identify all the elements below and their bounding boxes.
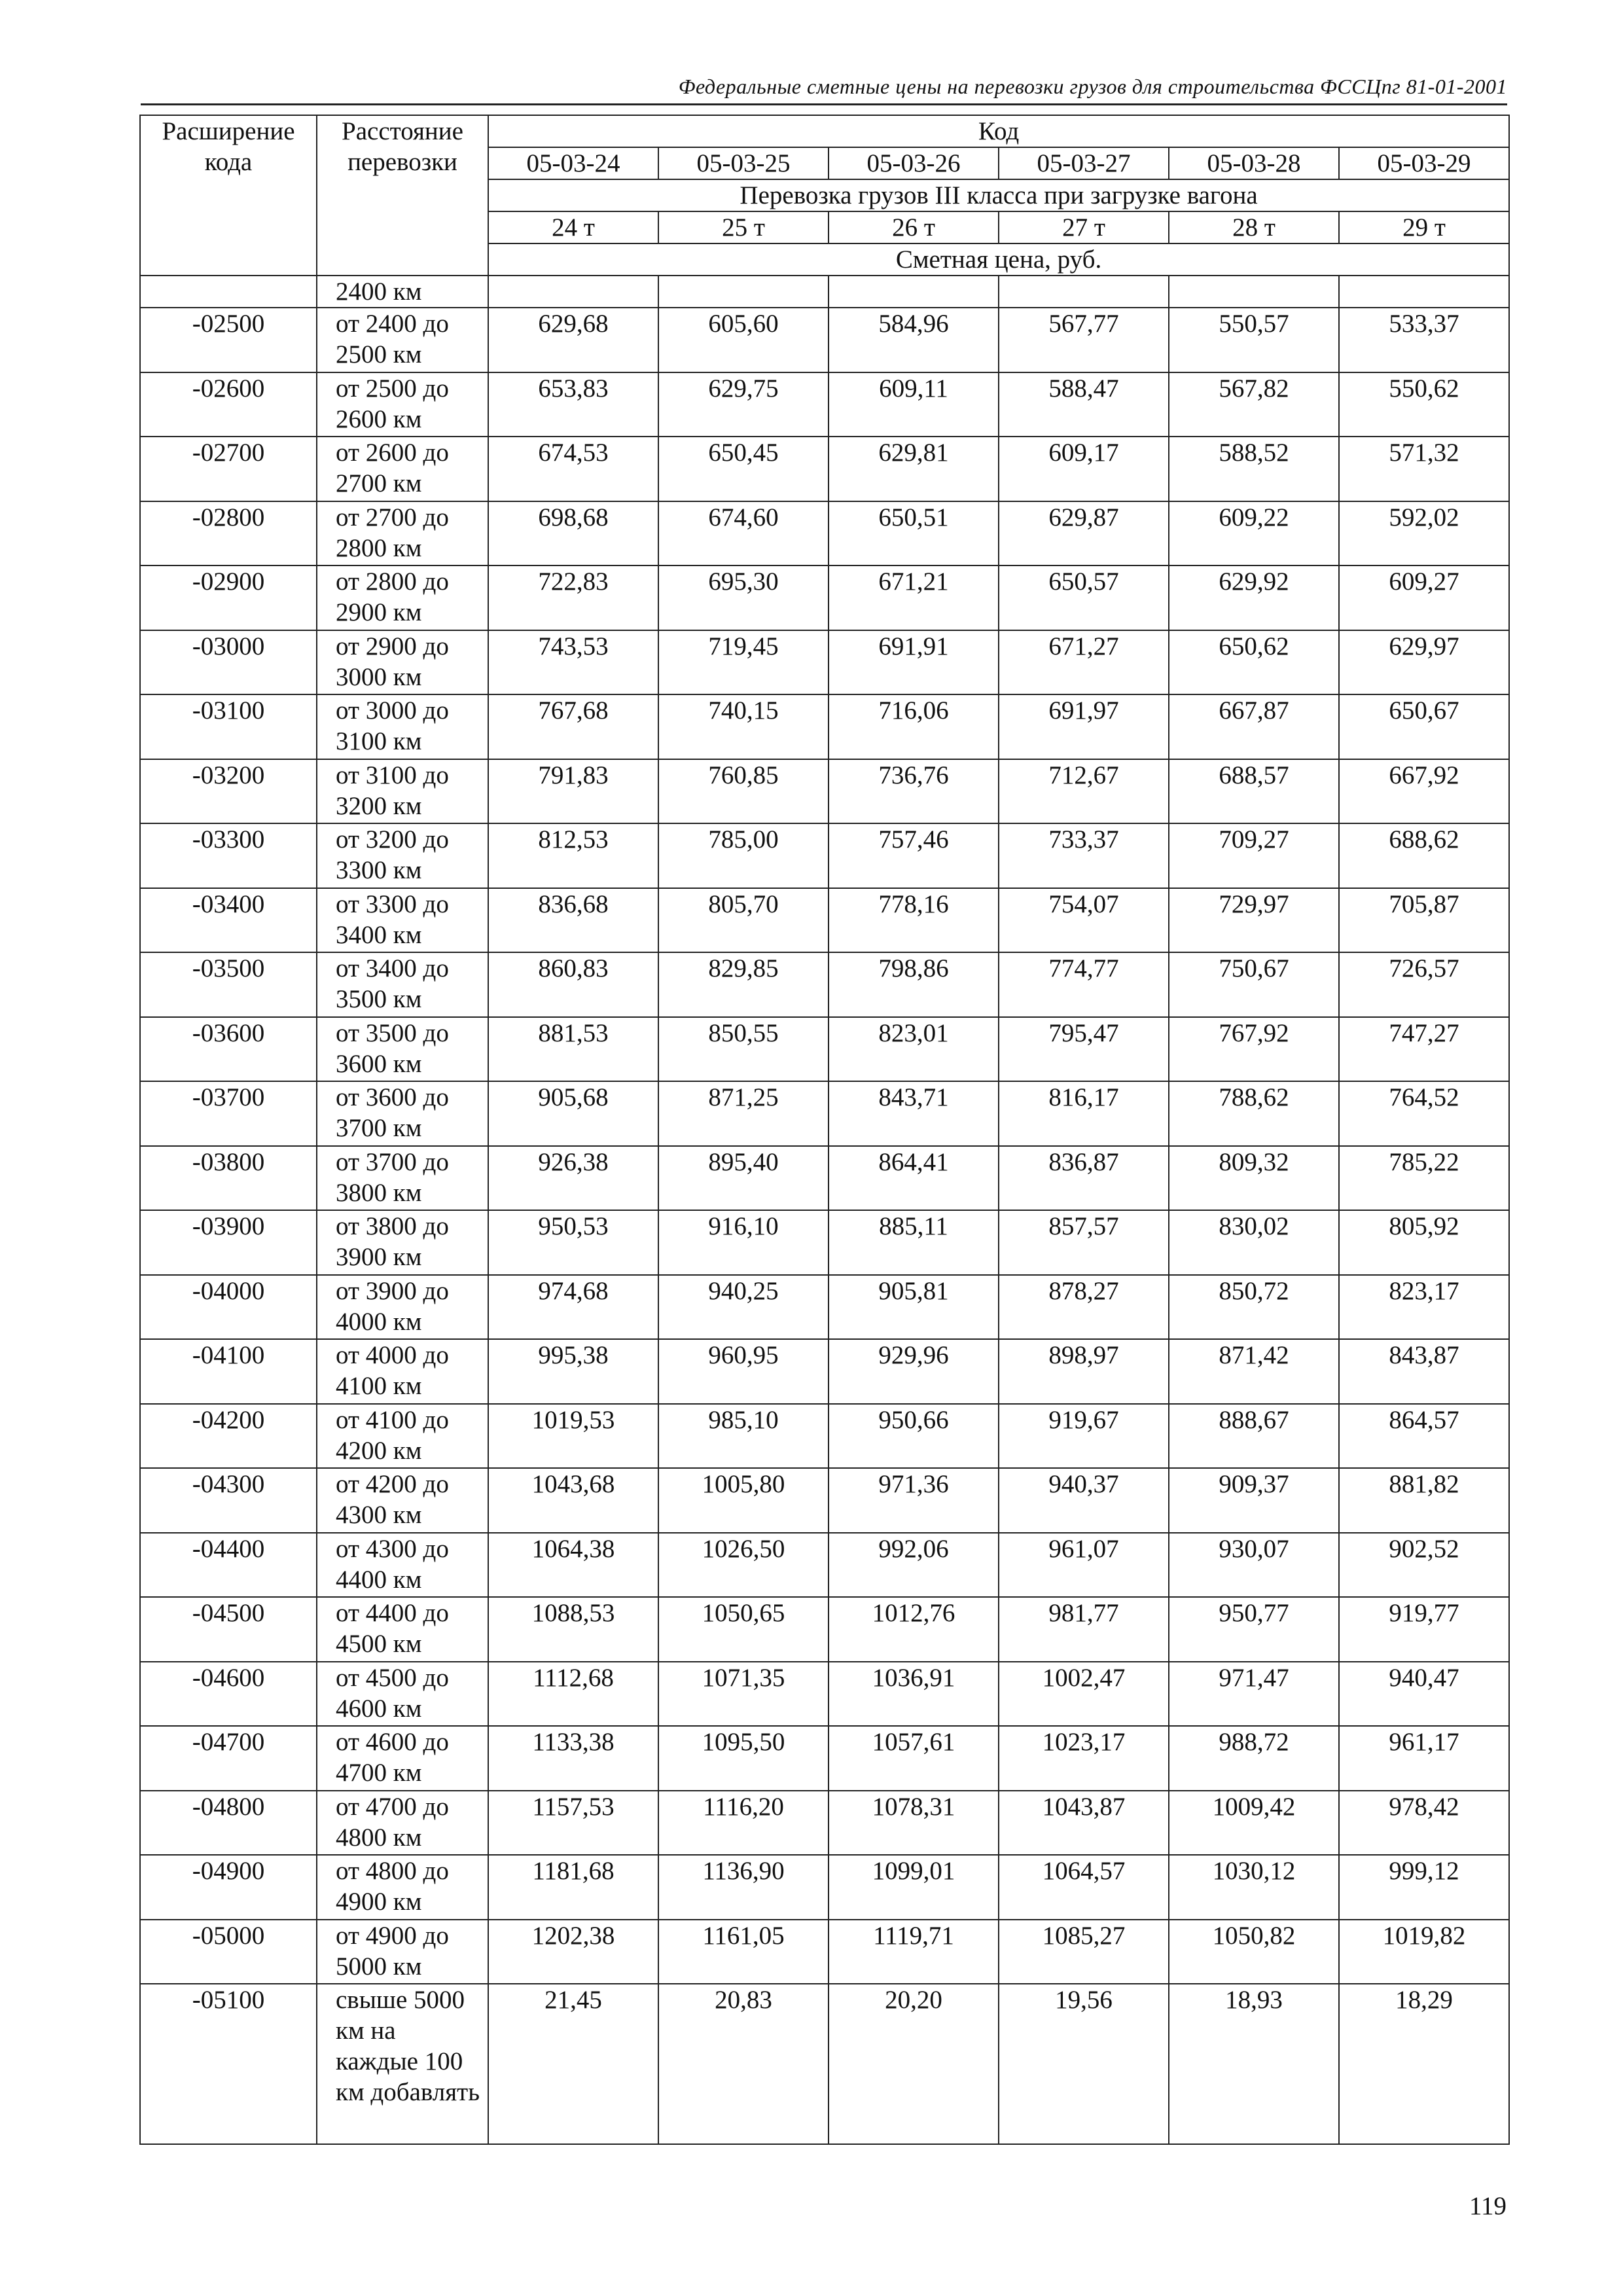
- table-row: [140, 308, 1509, 372]
- value-cell: 1030,12: [1169, 1855, 1339, 1920]
- value-cell: 1023,17: [999, 1726, 1169, 1791]
- value-cell: 1085,27: [999, 1920, 1169, 1984]
- value-cell: 1078,31: [829, 1791, 999, 1856]
- value-cell: 1005,80: [658, 1468, 829, 1533]
- value-cell: 567,82: [1169, 372, 1339, 437]
- value-cell: 674,53: [488, 437, 658, 501]
- table-row: [140, 630, 1509, 695]
- value-cell: 19,56: [999, 1984, 1169, 2144]
- value-cell: 712,67: [999, 759, 1169, 824]
- value-cell: 1064,38: [488, 1533, 658, 1598]
- value-cell: 1112,68: [488, 1662, 658, 1727]
- table-row: [140, 759, 1509, 824]
- table-row: [140, 823, 1509, 888]
- value-cell: 747,27: [1339, 1017, 1509, 1082]
- distance-cell: от 2700 до 2800 км: [317, 501, 488, 566]
- value-cell: 650,57: [999, 565, 1169, 630]
- value-cell: 1071,35: [658, 1662, 829, 1727]
- value-cell: 729,97: [1169, 888, 1339, 953]
- carry-over-row: [140, 276, 1509, 308]
- code-cell: 05-03-27: [999, 147, 1169, 179]
- distance-cell: от 3300 до 3400 км: [317, 888, 488, 953]
- ext-cell: -05100: [140, 1984, 317, 2144]
- value-cell: 836,87: [999, 1146, 1169, 1211]
- value-cell: 860,83: [488, 952, 658, 1017]
- value-cell: 999,12: [1339, 1855, 1509, 1920]
- value-cell: 650,67: [1339, 694, 1509, 759]
- table-row: [140, 1533, 1509, 1598]
- value-cell: 1043,87: [999, 1791, 1169, 1856]
- value-cell: 1043,68: [488, 1468, 658, 1533]
- value-cell: 629,68: [488, 308, 658, 372]
- value-cell: 1116,20: [658, 1791, 829, 1856]
- value-cell: 898,97: [999, 1339, 1169, 1404]
- distance-cell: от 3800 до 3900 км: [317, 1210, 488, 1275]
- table-row: [140, 1984, 1509, 2144]
- value-cell: 1002,47: [999, 1662, 1169, 1727]
- value-cell: 1050,65: [658, 1597, 829, 1662]
- ext-cell: [140, 276, 317, 308]
- code-cell: 05-03-26: [829, 147, 999, 179]
- value-cell: 798,86: [829, 952, 999, 1017]
- distance-cell: от 4700 до 4800 км: [317, 1791, 488, 1856]
- table-row: [140, 888, 1509, 953]
- distance-cell: от 2800 до 2900 км: [317, 565, 488, 630]
- value-cell: 909,37: [1169, 1468, 1339, 1533]
- load-cell: 24 т: [488, 211, 658, 243]
- distance-cell: от 2500 до 2600 км: [317, 372, 488, 437]
- value-cell: 21,45: [488, 1984, 658, 2144]
- value-cell: 974,68: [488, 1275, 658, 1340]
- ext-cell: -03800: [140, 1146, 317, 1211]
- value-cell: 629,75: [658, 372, 829, 437]
- value-cell: 830,02: [1169, 1210, 1339, 1275]
- value-cell: 850,72: [1169, 1275, 1339, 1340]
- value-cell: 584,96: [829, 308, 999, 372]
- value-cell: [1339, 276, 1509, 308]
- value-cell: 688,62: [1339, 823, 1509, 888]
- value-cell: 698,68: [488, 501, 658, 566]
- load-cell: 28 т: [1169, 211, 1339, 243]
- value-cell: 940,37: [999, 1468, 1169, 1533]
- table-body: [140, 276, 1509, 2144]
- value-cell: 764,52: [1339, 1081, 1509, 1146]
- table-row: [140, 1662, 1509, 1727]
- value-cell: [488, 276, 658, 308]
- value-cell: 1095,50: [658, 1726, 829, 1791]
- value-cell: 688,57: [1169, 759, 1339, 824]
- value-cell: 760,85: [658, 759, 829, 824]
- distance-cell: от 3700 до 3800 км: [317, 1146, 488, 1211]
- ext-cell: -02500: [140, 308, 317, 372]
- table-row: [140, 1146, 1509, 1211]
- distance-cell: 2400 км: [317, 276, 488, 308]
- load-cell: 29 т: [1339, 211, 1509, 243]
- distance-cell: от 2900 до 3000 км: [317, 630, 488, 695]
- value-cell: 716,06: [829, 694, 999, 759]
- ext-cell: -05000: [140, 1920, 317, 1984]
- load-cell: 26 т: [829, 211, 999, 243]
- value-cell: 836,68: [488, 888, 658, 953]
- value-cell: [829, 276, 999, 308]
- value-cell: 971,36: [829, 1468, 999, 1533]
- value-cell: 695,30: [658, 565, 829, 630]
- value-cell: 20,83: [658, 1984, 829, 2144]
- value-cell: 609,22: [1169, 501, 1339, 566]
- ext-cell: -03700: [140, 1081, 317, 1146]
- distance-cell: от 3500 до 3600 км: [317, 1017, 488, 1082]
- value-cell: [1169, 276, 1339, 308]
- value-cell: 719,45: [658, 630, 829, 695]
- value-cell: 1057,61: [829, 1726, 999, 1791]
- distance-cell: от 3100 до 3200 км: [317, 759, 488, 824]
- value-cell: 930,07: [1169, 1533, 1339, 1598]
- value-cell: 829,85: [658, 952, 829, 1017]
- value-cell: 805,92: [1339, 1210, 1509, 1275]
- value-cell: 650,45: [658, 437, 829, 501]
- value-cell: 905,68: [488, 1081, 658, 1146]
- value-cell: 674,60: [658, 501, 829, 566]
- value-cell: 550,62: [1339, 372, 1509, 437]
- ext-cell: -04700: [140, 1726, 317, 1791]
- distance-cell: от 4400 до 4500 км: [317, 1597, 488, 1662]
- table-row: [140, 1468, 1509, 1533]
- value-cell: 1119,71: [829, 1920, 999, 1984]
- table-row: [140, 952, 1509, 1017]
- value-cell: 995,38: [488, 1339, 658, 1404]
- price-unit: Сметная цена, руб.: [488, 243, 1509, 276]
- value-cell: 18,93: [1169, 1984, 1339, 2144]
- header-ext-code: Расширение кода: [140, 115, 317, 276]
- value-cell: 705,87: [1339, 888, 1509, 953]
- header-kod: Код: [488, 115, 1509, 147]
- value-cell: 1088,53: [488, 1597, 658, 1662]
- value-cell: 981,77: [999, 1597, 1169, 1662]
- ext-cell: -04000: [140, 1275, 317, 1340]
- value-cell: 878,27: [999, 1275, 1169, 1340]
- value-cell: 609,27: [1339, 565, 1509, 630]
- value-cell: 795,47: [999, 1017, 1169, 1082]
- value-cell: 888,67: [1169, 1404, 1339, 1469]
- code-cell: 05-03-28: [1169, 147, 1339, 179]
- value-cell: 653,83: [488, 372, 658, 437]
- value-cell: 1136,90: [658, 1855, 829, 1920]
- value-cell: 902,52: [1339, 1533, 1509, 1598]
- distance-cell: от 3600 до 3700 км: [317, 1081, 488, 1146]
- table-row: [140, 565, 1509, 630]
- value-cell: 961,17: [1339, 1726, 1509, 1791]
- distance-cell: от 4000 до 4100 км: [317, 1339, 488, 1404]
- value-cell: 691,97: [999, 694, 1169, 759]
- value-cell: 18,29: [1339, 1984, 1509, 2144]
- distance-cell: от 3000 до 3100 км: [317, 694, 488, 759]
- ext-cell: -02700: [140, 437, 317, 501]
- value-cell: 864,41: [829, 1146, 999, 1211]
- header-distance: Расстояние перевозки: [317, 115, 488, 276]
- value-cell: 650,62: [1169, 630, 1339, 695]
- ext-cell: -02900: [140, 565, 317, 630]
- value-cell: 864,57: [1339, 1404, 1509, 1469]
- table-header: [140, 115, 1509, 276]
- table-row: [140, 372, 1509, 437]
- value-cell: 629,97: [1339, 630, 1509, 695]
- value-cell: 671,27: [999, 630, 1169, 695]
- value-cell: 971,47: [1169, 1662, 1339, 1727]
- value-cell: 816,17: [999, 1081, 1169, 1146]
- value-cell: 629,81: [829, 437, 999, 501]
- value-cell: 978,42: [1339, 1791, 1509, 1856]
- value-cell: 588,47: [999, 372, 1169, 437]
- value-cell: 895,40: [658, 1146, 829, 1211]
- ext-cell: -03900: [140, 1210, 317, 1275]
- load-cell: 27 т: [999, 211, 1169, 243]
- value-cell: 609,17: [999, 437, 1169, 501]
- table-row: [140, 1597, 1509, 1662]
- value-cell: 1019,53: [488, 1404, 658, 1469]
- distance-cell: от 4300 до 4400 км: [317, 1533, 488, 1598]
- distance-cell: от 3400 до 3500 км: [317, 952, 488, 1017]
- value-cell: 871,42: [1169, 1339, 1339, 1404]
- distance-cell: от 4200 до 4300 км: [317, 1468, 488, 1533]
- value-cell: 881,53: [488, 1017, 658, 1082]
- distance-cell: от 3900 до 4000 км: [317, 1275, 488, 1340]
- ext-cell: -04100: [140, 1339, 317, 1404]
- value-cell: 950,53: [488, 1210, 658, 1275]
- value-cell: 778,16: [829, 888, 999, 953]
- ext-cell: -04800: [140, 1791, 317, 1856]
- table-row: [140, 694, 1509, 759]
- value-cell: 629,87: [999, 501, 1169, 566]
- value-cell: 1050,82: [1169, 1920, 1339, 1984]
- ext-cell: -04500: [140, 1597, 317, 1662]
- value-cell: 709,27: [1169, 823, 1339, 888]
- value-cell: 940,47: [1339, 1662, 1509, 1727]
- table-row: [140, 1855, 1509, 1920]
- value-cell: 767,68: [488, 694, 658, 759]
- value-cell: 785,22: [1339, 1146, 1509, 1211]
- load-cell: 25 т: [658, 211, 829, 243]
- value-cell: 743,53: [488, 630, 658, 695]
- value-cell: 785,00: [658, 823, 829, 888]
- ext-cell: -03300: [140, 823, 317, 888]
- value-cell: 1161,05: [658, 1920, 829, 1984]
- value-cell: 940,25: [658, 1275, 829, 1340]
- value-cell: 960,95: [658, 1339, 829, 1404]
- value-cell: 605,60: [658, 308, 829, 372]
- value-cell: 950,66: [829, 1404, 999, 1469]
- distance-cell: от 2600 до 2700 км: [317, 437, 488, 501]
- distance-cell: от 4900 до 5000 км: [317, 1920, 488, 1984]
- value-cell: 571,32: [1339, 437, 1509, 501]
- value-cell: 809,32: [1169, 1146, 1339, 1211]
- value-cell: 1064,57: [999, 1855, 1169, 1920]
- value-cell: 992,06: [829, 1533, 999, 1598]
- value-cell: 961,07: [999, 1533, 1169, 1598]
- value-cell: 757,46: [829, 823, 999, 888]
- distance-cell: свыше 5000 км на каждые 100 км добавлять: [317, 1984, 488, 2144]
- table-row: [140, 1339, 1509, 1404]
- value-cell: 754,07: [999, 888, 1169, 953]
- ext-cell: -02800: [140, 501, 317, 566]
- distance-cell: от 2400 до 2500 км: [317, 308, 488, 372]
- ext-cell: -03600: [140, 1017, 317, 1082]
- ext-cell: -04400: [140, 1533, 317, 1598]
- value-cell: 667,92: [1339, 759, 1509, 824]
- value-cell: [658, 276, 829, 308]
- distance-cell: от 4100 до 4200 км: [317, 1404, 488, 1469]
- code-cell: 05-03-25: [658, 147, 829, 179]
- value-cell: 857,57: [999, 1210, 1169, 1275]
- value-cell: 823,01: [829, 1017, 999, 1082]
- page-number: 119: [1469, 2192, 1507, 2220]
- value-cell: 919,77: [1339, 1597, 1509, 1662]
- ext-cell: -04200: [140, 1404, 317, 1469]
- ext-cell: -03000: [140, 630, 317, 695]
- value-cell: 885,11: [829, 1210, 999, 1275]
- value-cell: 740,15: [658, 694, 829, 759]
- price-table: [139, 115, 1510, 2145]
- value-cell: 1157,53: [488, 1791, 658, 1856]
- running-header: Федеральные сметные цены на перевозки грузов для строительства ФССЦпг 81-01-2001: [141, 73, 1507, 105]
- value-cell: 533,37: [1339, 308, 1509, 372]
- cargo-description: Перевозка грузов III класса при загрузке вагона: [488, 179, 1509, 211]
- value-cell: 788,62: [1169, 1081, 1339, 1146]
- distance-cell: от 4600 до 4700 км: [317, 1726, 488, 1791]
- value-cell: 791,83: [488, 759, 658, 824]
- value-cell: 985,10: [658, 1404, 829, 1469]
- code-cell: 05-03-29: [1339, 147, 1509, 179]
- value-cell: 750,67: [1169, 952, 1339, 1017]
- value-cell: 1019,82: [1339, 1920, 1509, 1984]
- value-cell: 592,02: [1339, 501, 1509, 566]
- table-row: [140, 437, 1509, 501]
- ext-cell: -04300: [140, 1468, 317, 1533]
- value-cell: 916,10: [658, 1210, 829, 1275]
- table-row: [140, 1726, 1509, 1791]
- value-cell: 1181,68: [488, 1855, 658, 1920]
- value-cell: 1036,91: [829, 1662, 999, 1727]
- value-cell: 667,87: [1169, 694, 1339, 759]
- value-cell: 20,20: [829, 1984, 999, 2144]
- value-cell: 1009,42: [1169, 1791, 1339, 1856]
- value-cell: 881,82: [1339, 1468, 1509, 1533]
- value-cell: 926,38: [488, 1146, 658, 1211]
- table-row: [140, 1081, 1509, 1146]
- value-cell: 550,57: [1169, 308, 1339, 372]
- distance-cell: от 4500 до 4600 км: [317, 1662, 488, 1727]
- distance-cell: от 4800 до 4900 км: [317, 1855, 488, 1920]
- value-cell: 733,37: [999, 823, 1169, 888]
- value-cell: 805,70: [658, 888, 829, 953]
- value-cell: 1099,01: [829, 1855, 999, 1920]
- value-cell: 871,25: [658, 1081, 829, 1146]
- value-cell: 671,21: [829, 565, 999, 630]
- value-cell: 812,53: [488, 823, 658, 888]
- ext-cell: -03100: [140, 694, 317, 759]
- ext-cell: -03200: [140, 759, 317, 824]
- value-cell: 843,87: [1339, 1339, 1509, 1404]
- table-row: [140, 1017, 1509, 1082]
- value-cell: 567,77: [999, 308, 1169, 372]
- value-cell: 929,96: [829, 1339, 999, 1404]
- value-cell: 1026,50: [658, 1533, 829, 1598]
- value-cell: 774,77: [999, 952, 1169, 1017]
- value-cell: 843,71: [829, 1081, 999, 1146]
- value-cell: 823,17: [1339, 1275, 1509, 1340]
- value-cell: 629,92: [1169, 565, 1339, 630]
- value-cell: 609,11: [829, 372, 999, 437]
- value-cell: 736,76: [829, 759, 999, 824]
- distance-cell: от 3200 до 3300 км: [317, 823, 488, 888]
- table-row: [140, 501, 1509, 566]
- value-cell: 988,72: [1169, 1726, 1339, 1791]
- value-cell: 850,55: [658, 1017, 829, 1082]
- value-cell: 919,67: [999, 1404, 1169, 1469]
- table-row: [140, 1275, 1509, 1340]
- ext-cell: -03400: [140, 888, 317, 953]
- value-cell: 905,81: [829, 1275, 999, 1340]
- ext-cell: -02600: [140, 372, 317, 437]
- value-cell: 1012,76: [829, 1597, 999, 1662]
- value-cell: 767,92: [1169, 1017, 1339, 1082]
- table-row: [140, 1404, 1509, 1469]
- value-cell: [999, 276, 1169, 308]
- value-cell: 950,77: [1169, 1597, 1339, 1662]
- ext-cell: -03500: [140, 952, 317, 1017]
- ext-cell: -04600: [140, 1662, 317, 1727]
- table-row: [140, 1791, 1509, 1856]
- value-cell: 722,83: [488, 565, 658, 630]
- value-cell: 1202,38: [488, 1920, 658, 1984]
- value-cell: 691,91: [829, 630, 999, 695]
- value-cell: 650,51: [829, 501, 999, 566]
- ext-cell: -04900: [140, 1855, 317, 1920]
- table-row: [140, 1920, 1509, 1984]
- code-cell: 05-03-24: [488, 147, 658, 179]
- value-cell: 1133,38: [488, 1726, 658, 1791]
- value-cell: 588,52: [1169, 437, 1339, 501]
- value-cell: 726,57: [1339, 952, 1509, 1017]
- table-row: [140, 1210, 1509, 1275]
